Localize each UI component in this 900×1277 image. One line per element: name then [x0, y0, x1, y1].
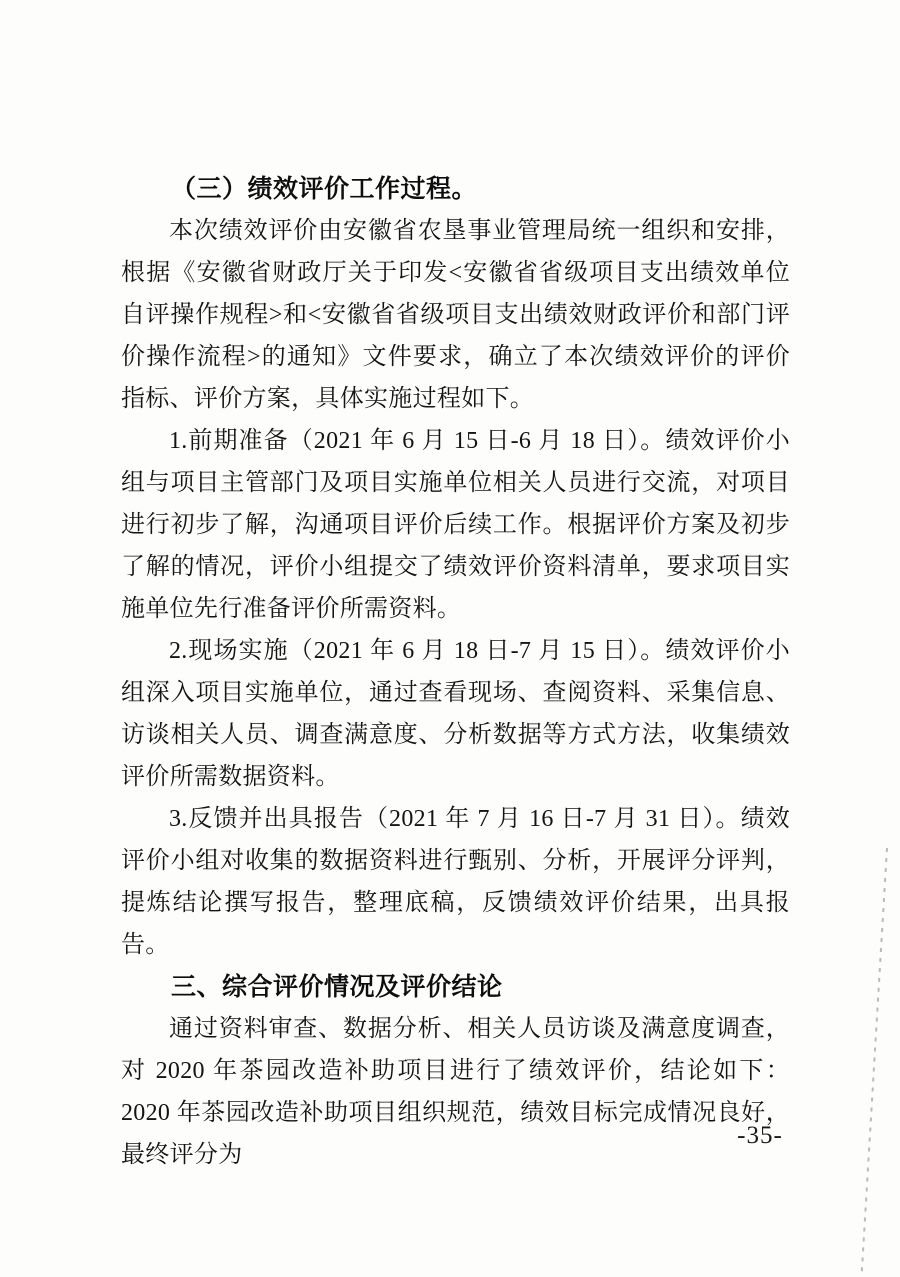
page-number: -35- [737, 1122, 783, 1149]
paragraph-step3-report: 3.反馈并出具报告（2021 年 7 月 16 日-7 月 31 日）。绩效评价小组对收集的数据资料进行甄别、分析，开展评分评判，提炼结论撰写报告，整理底稿，反馈绩效评价结果，出具报告。 [121, 806, 790, 958]
paragraph-step2-onsite: 2.现场实施（2021 年 6 月 18 日-7 月 15 日）。绩效评价小组深入项目实施单位，通过查看现场、查阅资料、采集信息、访谈相关人员、调查满意度、分析数据等方式方法，收集绩效评价所需数据资料。 [121, 638, 790, 790]
paragraph-evaluation-basis: 本次绩效评价由安徽省农垦事业管理局统一组织和安排，根据《安徽省财政厅关于印发<安徽省省级项目支出绩效单位自评操作规程>和<安徽省省级项目支出绩效财政评价和部门评价操作流程>的通知》文件要求，确立了本次绩效评价的评价指标、评价方案，具体实施过程如下。 [121, 218, 790, 412]
paragraph-step1-preparation: 1.前期准备（2021 年 6 月 15 日-6 月 18 日）。绩效评价小组与项目主管部门及项目实施单位相关人员进行交流，对项目进行初步了解，沟通项目评价后续工作。根据评价方案及初步了解的情况，评价小组提交了绩效评价资料清单，要求项目实施单位先行准备评价所需资料。 [121, 428, 790, 622]
paragraph-conclusion: 通过资料审查、数据分析、相关人员访谈及满意度调查，对 2020 年茶园改造补助项目进行了绩效评价，结论如下：2020 年茶园改造补助项目组织规范，绩效目标完成情况良好，最终评分为 [121, 1016, 790, 1168]
document-body [121, 168, 790, 1176]
section-heading-conclusion: 三、综合评价情况及评价结论 [171, 973, 503, 1001]
scan-artifact-line [861, 848, 888, 1277]
section-heading-work-process: （三）绩效评价工作过程。 [171, 175, 478, 203]
